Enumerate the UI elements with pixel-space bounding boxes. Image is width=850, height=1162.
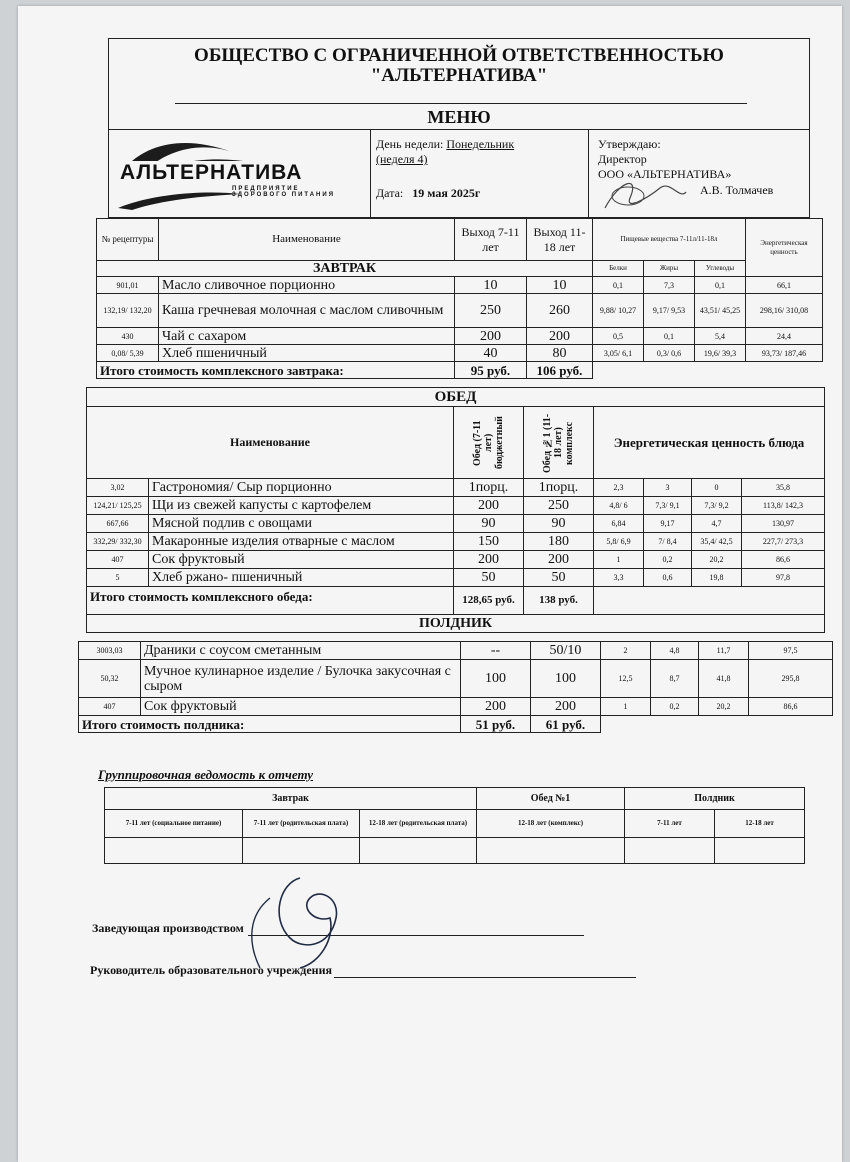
output-1: 90: [454, 515, 524, 533]
output-2: 50: [524, 569, 594, 587]
lunch-row: [87, 497, 825, 515]
proteins: 6,84: [594, 515, 644, 533]
report-cell: [360, 838, 477, 864]
snack-row: [79, 698, 833, 716]
date-value: 19 мая 2025г: [412, 186, 481, 200]
director-name: А.В. Толмачев: [700, 183, 774, 197]
director-edu-label: Руководитель образовательного учреждения: [90, 963, 332, 977]
col-output-2: Выход 11-18 лет: [527, 219, 593, 261]
sub-proteins: Белки: [593, 261, 644, 277]
output-1: 200: [454, 551, 524, 569]
energy: 295,8: [749, 660, 833, 698]
fats: 0,2: [651, 698, 699, 716]
date-label: Дата:: [376, 186, 404, 200]
company-logo: [112, 134, 366, 212]
breakfast-table: [96, 218, 823, 379]
fats: 7,3/ 9,1: [644, 497, 692, 515]
recipe-number: 124,21/ 125,25: [87, 497, 149, 515]
output-2: 1порц.: [524, 479, 594, 497]
report-sub-5: 7-11 лет: [625, 810, 715, 838]
breakfast-total-1: 95 руб.: [455, 362, 527, 379]
lunch-row: [87, 551, 825, 569]
report-cell: [625, 838, 715, 864]
fats: 9,17: [644, 515, 692, 533]
energy: 24,4: [746, 328, 823, 345]
proteins: 0,1: [593, 277, 644, 294]
recipe-number: 50,32: [79, 660, 141, 698]
recipe-number: 3003,03: [79, 642, 141, 660]
dish-name: Чай с сахаром: [159, 328, 455, 345]
lunch-row: [87, 515, 825, 533]
report-sub-6: 12-18 лет: [715, 810, 805, 838]
energy: 86,6: [749, 698, 833, 716]
day-block: [376, 137, 514, 167]
dish-name: Сок фруктовый: [141, 698, 461, 716]
dish-name: Сок фруктовый: [149, 551, 454, 569]
carbs: 0,1: [695, 277, 746, 294]
proteins: 3,3: [594, 569, 644, 587]
output-1: 250: [455, 294, 527, 328]
snack-table: [78, 641, 833, 733]
proteins: 0,5: [593, 328, 644, 345]
carbs: 7,3/ 9,2: [692, 497, 742, 515]
dish-name: Гастрономия/ Сыр порционно: [149, 479, 454, 497]
output-2: 10: [527, 277, 593, 294]
proteins: 4,8/ 6: [594, 497, 644, 515]
recipe-number: 0,08/ 5,39: [97, 345, 159, 362]
section-breakfast: ЗАВТРАК: [97, 261, 593, 277]
report-sub-1: 7-11 лет (социальное питание): [105, 810, 243, 838]
recipe-number: 332,29/ 332,30: [87, 533, 149, 551]
recipe-number: 430: [97, 328, 159, 345]
header-hline: [108, 129, 810, 130]
lunch-row: [87, 479, 825, 497]
section-snack: ПОЛДНИК: [87, 615, 825, 633]
report-cell: [715, 838, 805, 864]
energy: 35,8: [742, 479, 825, 497]
lunch-row: [87, 533, 825, 551]
lunch-total-2: 138 руб.: [524, 587, 594, 615]
energy: 66,1: [746, 277, 823, 294]
carbs: 11,7: [699, 642, 749, 660]
breakfast-row: [97, 294, 823, 328]
output-2: 200: [524, 551, 594, 569]
output-1: 1порц.: [454, 479, 524, 497]
lunch-col-output-1: Обед (7-11 лет) бюджетный: [472, 416, 505, 469]
report-h-breakfast: Завтрак: [105, 788, 477, 810]
sub-fats: Жиры: [644, 261, 695, 277]
sub-carbs: Углеводы: [695, 261, 746, 277]
carbs: 19,6/ 39,3: [695, 345, 746, 362]
energy: 113,8/ 142,3: [742, 497, 825, 515]
energy: 86,6: [742, 551, 825, 569]
fats: 8,7: [651, 660, 699, 698]
output-2: 200: [531, 698, 601, 716]
carbs: 35,4/ 42,5: [692, 533, 742, 551]
proteins: 1: [594, 551, 644, 569]
report-h-snack: Полдник: [625, 788, 805, 810]
head-signature-icon: [240, 868, 370, 978]
output-1: 150: [454, 533, 524, 551]
header-vline1: [370, 129, 371, 218]
day-value: Понедельник: [446, 137, 515, 151]
col-output-1: Выход 7-11 лет: [455, 219, 527, 261]
snack-total-label: Итого стоимость полдника:: [79, 716, 461, 733]
energy: 97,5: [749, 642, 833, 660]
lunch-table: [86, 387, 825, 633]
snack-total-1: 51 руб.: [461, 716, 531, 733]
energy: 97,8: [742, 569, 825, 587]
report-sub-4: 12-18 лет (комплекс): [477, 810, 625, 838]
output-1: 200: [455, 328, 527, 345]
report-cell: [477, 838, 625, 864]
fats: 0,1: [644, 328, 695, 345]
carbs: 20,2: [699, 698, 749, 716]
output-2: 90: [524, 515, 594, 533]
recipe-number: 132,19/ 132,20: [97, 294, 159, 328]
proteins: 1: [601, 698, 651, 716]
recipe-number: 901,01: [97, 277, 159, 294]
fats: 7,3: [644, 277, 695, 294]
output-2: 260: [527, 294, 593, 328]
col-recipe: № рецептуры: [97, 219, 159, 261]
energy: 93,73/ 187,46: [746, 345, 823, 362]
energy: 298,16/ 310,08: [746, 294, 823, 328]
breakfast-row: [97, 345, 823, 362]
report-h-lunch: Обед №1: [477, 788, 625, 810]
fats: 0,2: [644, 551, 692, 569]
output-1: 200: [454, 497, 524, 515]
output-1: --: [461, 642, 531, 660]
title-underline: [175, 103, 747, 104]
output-2: 80: [527, 345, 593, 362]
carbs: 20,2: [692, 551, 742, 569]
recipe-number: 3,02: [87, 479, 149, 497]
lunch-row: [87, 569, 825, 587]
output-2: 250: [524, 497, 594, 515]
lunch-col-name: Наименование: [87, 407, 454, 479]
carbs: 5,4: [695, 328, 746, 345]
snack-total-2: 61 руб.: [531, 716, 601, 733]
dish-name: Хлеб пшеничный: [159, 345, 455, 362]
week-value: (неделя 4): [376, 152, 428, 166]
breakfast-row: [97, 328, 823, 345]
carbs: 43,51/ 45,25: [695, 294, 746, 328]
logo-name: АЛЬТЕРНАТИВА: [120, 161, 303, 184]
output-2: 100: [531, 660, 601, 698]
report-table: [104, 787, 805, 864]
director-signature-icon: [600, 170, 690, 215]
output-1: 200: [461, 698, 531, 716]
snack-row: [79, 642, 833, 660]
date-block: [376, 186, 480, 201]
carbs: 4,7: [692, 515, 742, 533]
fats: 0,6: [644, 569, 692, 587]
header-vline2: [588, 129, 589, 218]
proteins: 12,5: [601, 660, 651, 698]
section-lunch: ОБЕД: [87, 388, 825, 407]
fats: 0,3/ 0,6: [644, 345, 695, 362]
dish-name: Мясной подлив с овощами: [149, 515, 454, 533]
org-title-line2: "АЛЬТЕРНАТИВА": [370, 65, 548, 86]
fats: 4,8: [651, 642, 699, 660]
logo-subtitle: ПРЕДПРИЯТИЕ ЗДОРОВОГО ПИТАНИЯ: [232, 186, 335, 198]
lunch-total-1: 128,65 руб.: [454, 587, 524, 615]
dish-name: Щи из свежей капусты с картофелем: [149, 497, 454, 515]
fats: 7/ 8,4: [644, 533, 692, 551]
lunch-col-energy: Энергетическая ценность блюда: [594, 407, 825, 479]
recipe-number: 5: [87, 569, 149, 587]
approve-label: Утверждаю:: [598, 137, 661, 151]
col-energy: Энергетическая ценность: [746, 219, 823, 277]
output-1: 100: [461, 660, 531, 698]
proteins: 2,3: [594, 479, 644, 497]
proteins: 5,8/ 6,9: [594, 533, 644, 551]
breakfast-row: [97, 277, 823, 294]
report-cell: [243, 838, 360, 864]
fats: 3: [644, 479, 692, 497]
head-production-label: Заведующая производством: [92, 921, 244, 935]
dish-name: Каша гречневая молочная с маслом сливочным: [159, 294, 455, 328]
col-name: Наименование: [159, 219, 455, 261]
report-cell: [105, 838, 243, 864]
dish-name: Драники с соусом сметанным: [141, 642, 461, 660]
org-title-line1: ОБЩЕСТВО С ОГРАНИЧЕННОЙ ОТВЕТСТВЕННОСТЬЮ: [194, 45, 724, 66]
snack-row: [79, 660, 833, 698]
org-title: [108, 46, 810, 86]
recipe-number: 407: [87, 551, 149, 569]
recipe-number: 407: [79, 698, 141, 716]
day-label: День недели:: [376, 137, 444, 151]
breakfast-total-2: 106 руб.: [527, 362, 593, 379]
dish-name: Масло сливочное порционно: [159, 277, 455, 294]
energy: 130,97: [742, 515, 825, 533]
output-2: 200: [527, 328, 593, 345]
report-sub-3: 12-18 лет (родительская плата): [360, 810, 477, 838]
carbs: 41,8: [699, 660, 749, 698]
carbs: 0: [692, 479, 742, 497]
proteins: 2: [601, 642, 651, 660]
menu-title: МЕНЮ: [427, 107, 491, 127]
lunch-col-output-2: Обед №1 (11-18 лет) комплекс: [542, 412, 575, 473]
lunch-total-label: Итого стоимость комплексного обеда:: [87, 587, 454, 615]
fats: 9,17/ 9,53: [644, 294, 695, 328]
proteins: 9,88/ 10,27: [593, 294, 644, 328]
output-2: 180: [524, 533, 594, 551]
carbs: 19,8: [692, 569, 742, 587]
dish-name: Мучное кулинарное изделие / Булочка закусочная с сыром: [141, 660, 461, 698]
breakfast-total-label: Итого стоимость комплексного завтрака:: [97, 362, 455, 379]
report-title: Группировочная ведомость к отчету: [98, 767, 314, 782]
report-sub-2: 7-11 лет (родительская плата): [243, 810, 360, 838]
director-edu-line: [334, 977, 636, 978]
col-nutrients: Пищевые вещества 7-11л/11-18л: [593, 219, 746, 261]
output-1: 50: [454, 569, 524, 587]
dish-name: Хлеб ржано- пшеничный: [149, 569, 454, 587]
recipe-number: 667,66: [87, 515, 149, 533]
org-short: ООО «АЛЬТЕРНАТИВА»: [598, 167, 732, 181]
proteins: 3,05/ 6,1: [593, 345, 644, 362]
output-1: 10: [455, 277, 527, 294]
output-1: 40: [455, 345, 527, 362]
output-2: 50/10: [531, 642, 601, 660]
dish-name: Макаронные изделия отварные с маслом: [149, 533, 454, 551]
energy: 227,7/ 273,3: [742, 533, 825, 551]
director-label: Директор: [598, 152, 647, 166]
